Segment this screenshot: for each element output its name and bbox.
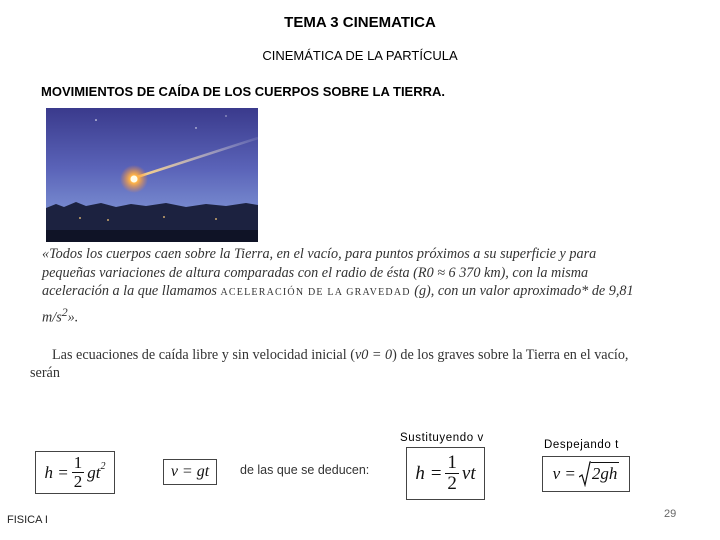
height-equation — [35, 451, 115, 494]
height-velocity-equation — [406, 447, 485, 500]
page-number: 29 — [664, 508, 677, 520]
eq3-rhs: vt — [461, 462, 476, 484]
velocity-height-equation — [542, 456, 630, 492]
section-heading: MOVIMIENTOS DE CAÍDA DE LOS CUERPOS SOBRE LA TIERRA. — [41, 84, 445, 99]
page-title: TEMA 3 CINEMATICA — [284, 14, 436, 31]
eq1-lhs: h = — [44, 462, 69, 482]
earth-radius-value: R0 ≈ 6 370 — [417, 264, 481, 281]
quote-text-1: «Todos los cuerpos caen sobre la Tierra, en el vacío, para puntos próximos a su superficie y para pequeñas variaciones de altura comparadas con el radio de ésta ( — [42, 246, 597, 281]
gravity-term: ACELERACIÓN DE LA GRAVEDAD — [220, 287, 411, 298]
velocity-equation — [163, 459, 217, 485]
eq1-denominator: 2 — [73, 472, 83, 491]
gravity-quote — [42, 245, 642, 327]
intro-paragraph — [30, 346, 655, 382]
units-exponent: 2 — [61, 304, 68, 319]
eq4-radicand: 2gh — [591, 464, 618, 483]
eq1-fraction — [72, 454, 85, 491]
quote-text-2: km), con la misma aceleración a la que llamamos — [42, 264, 589, 299]
initial-velocity-condition: v0 = 0 — [354, 347, 393, 363]
quote-text-3: (g), con un valor aproximado* de 9,81 m/s — [42, 283, 634, 326]
meteor-photo — [46, 108, 258, 242]
intro-text-2: ) de los graves sobre la Tierra en el vacío, serán — [30, 347, 629, 381]
sustituyendo-label: Sustituyendo v — [400, 432, 484, 444]
eq1-exponent: 2 — [100, 461, 106, 472]
eq4-lhs: v = — [552, 464, 576, 483]
page-subtitle: CINEMÁTICA DE LA PARTÍCULA — [262, 48, 458, 63]
sqrt-icon — [579, 461, 591, 487]
eq1-rhs: gt — [87, 462, 101, 482]
intro-text-1: Las ecuaciones de caída libre y sin velocidad inicial ( — [52, 347, 355, 363]
eq3-fraction — [445, 453, 459, 494]
deducen-label: de las que se deducen: — [240, 463, 370, 477]
eq2-text: v = gt — [170, 463, 210, 480]
quote-text-4: ». — [67, 309, 79, 326]
eq1-numerator: 1 — [73, 453, 83, 473]
eq3-numerator: 1 — [447, 452, 457, 474]
course-name: FISICA I — [7, 514, 48, 526]
eq3-lhs: h = — [415, 462, 443, 484]
eq3-denominator: 2 — [447, 473, 457, 494]
despejando-label: Despejando t — [544, 439, 619, 451]
